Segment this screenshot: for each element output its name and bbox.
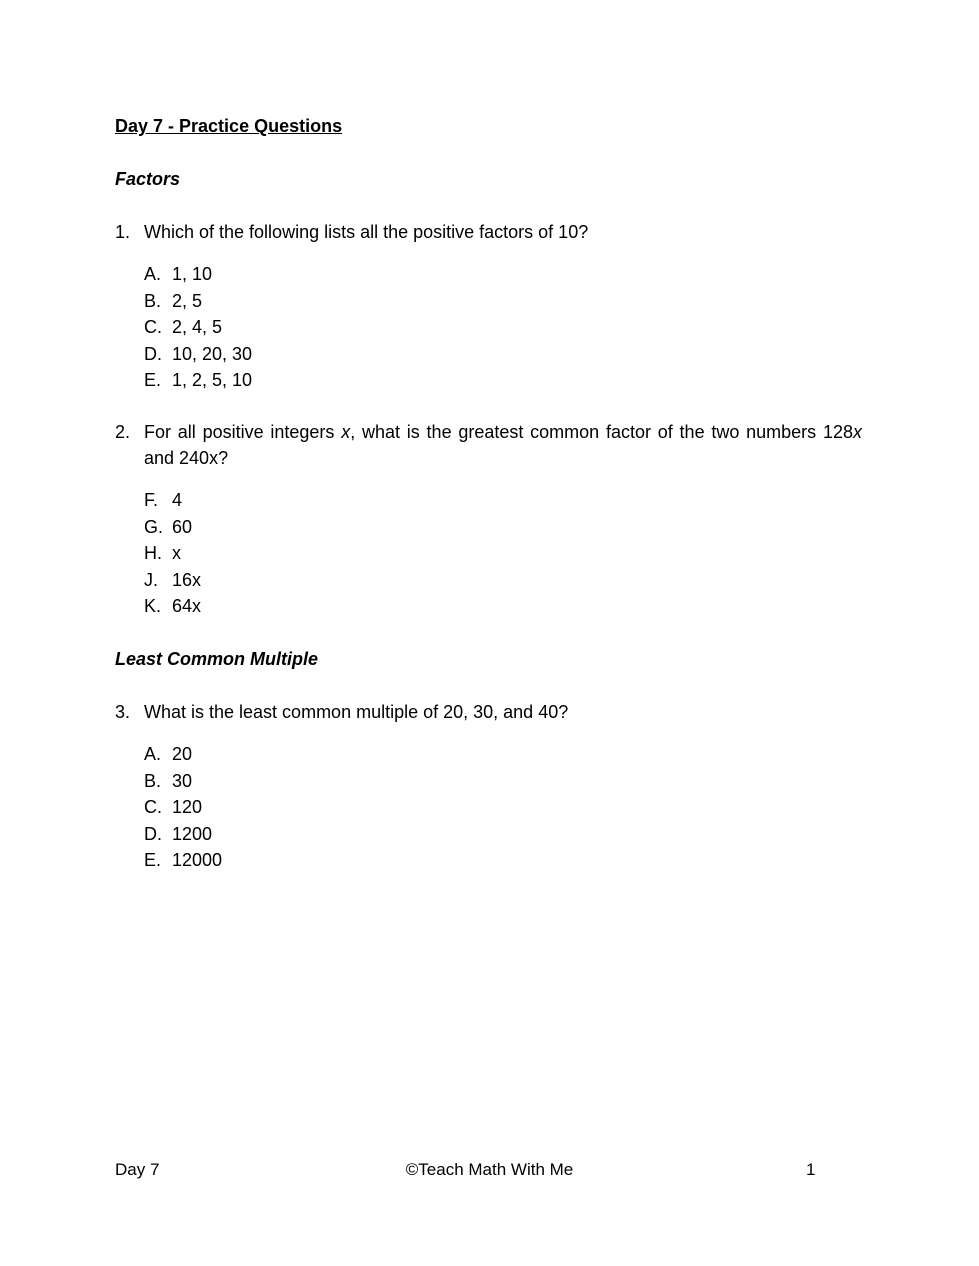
question-1 (115, 219, 862, 394)
answer-choice[interactable] (144, 593, 862, 620)
question-3 (115, 699, 862, 874)
question-text-part: For all positive integers (144, 422, 342, 442)
variable-x: x (853, 422, 862, 442)
answer-choice[interactable] (144, 567, 862, 594)
question-2 (115, 419, 862, 620)
footer-page-number: 1 (806, 1160, 816, 1179)
choice-letter: C. (144, 797, 162, 817)
footer-day-label: Day 7 (115, 1160, 160, 1179)
choice-letter: G. (144, 516, 164, 537)
section-heading-factors: Factors (115, 169, 181, 189)
choice-letter: E. (144, 370, 162, 390)
answer-choice[interactable] (144, 341, 862, 368)
choice-letter: J. (144, 569, 159, 590)
question-text: What is the least common multiple of 20, 30, and 40? (144, 702, 569, 722)
choice-letter: B. (144, 770, 162, 791)
question-number: 3. (115, 702, 131, 722)
choice-text: 120 (172, 797, 203, 817)
choice-text: 12000 (172, 850, 223, 870)
choice-text: 1200 (172, 823, 213, 844)
question-text (144, 419, 862, 471)
choice-text: 64x (172, 596, 202, 616)
choice-text: 10, 20, 30 (172, 343, 253, 364)
answer-choices (144, 261, 862, 394)
choice-letter: D. (144, 823, 162, 844)
choice-text: 16x (172, 569, 202, 590)
answer-choice[interactable] (144, 794, 862, 821)
answer-choice[interactable] (144, 768, 862, 795)
choice-text: 1, 10 (172, 264, 213, 284)
answer-choice[interactable] (144, 741, 862, 768)
question-number: 1. (115, 222, 131, 242)
choice-text: 2, 5 (172, 290, 203, 311)
choice-letter: H. (144, 543, 162, 563)
choice-text: 60 (172, 516, 193, 537)
question-text-part: and 240x? (144, 448, 229, 468)
question-number: 2. (115, 422, 131, 442)
answer-choices (144, 487, 862, 620)
answer-choice[interactable] (144, 367, 862, 394)
choice-letter: C. (144, 317, 162, 337)
answer-choice[interactable] (144, 261, 862, 288)
choice-text: 4 (172, 490, 183, 510)
answer-choice[interactable] (144, 821, 862, 848)
choice-letter: D. (144, 343, 162, 364)
choice-text: 1, 2, 5, 10 (172, 370, 253, 390)
page-title: Day 7 - Practice Questions (115, 116, 343, 136)
choice-letter: B. (144, 290, 162, 311)
choice-letter: E. (144, 850, 162, 870)
answer-choice[interactable] (144, 314, 862, 341)
choice-letter: F. (144, 490, 159, 510)
choice-text: 2, 4, 5 (172, 317, 223, 337)
section-heading-lcm: Least Common Multiple (115, 649, 319, 669)
question-text-part: , what is the greatest common factor of the two numbers 128 (350, 422, 853, 442)
choice-letter: K. (144, 596, 162, 616)
question-text: Which of the following lists all the positive factors of 10? (144, 222, 589, 242)
choice-text: 20 (172, 744, 193, 764)
answer-choice[interactable] (144, 847, 862, 874)
variable-x: x (341, 422, 351, 442)
choice-text: x (172, 543, 181, 563)
answer-choice[interactable] (144, 514, 862, 541)
answer-choice[interactable] (144, 487, 862, 514)
choice-text: 30 (172, 770, 193, 791)
answer-choice[interactable] (144, 288, 862, 315)
footer-copyright: ©Teach Math With Me (405, 1160, 574, 1179)
answer-choices (144, 741, 862, 874)
choice-letter: A. (144, 744, 162, 764)
choice-letter: A. (144, 264, 162, 284)
answer-choice[interactable] (144, 540, 862, 567)
